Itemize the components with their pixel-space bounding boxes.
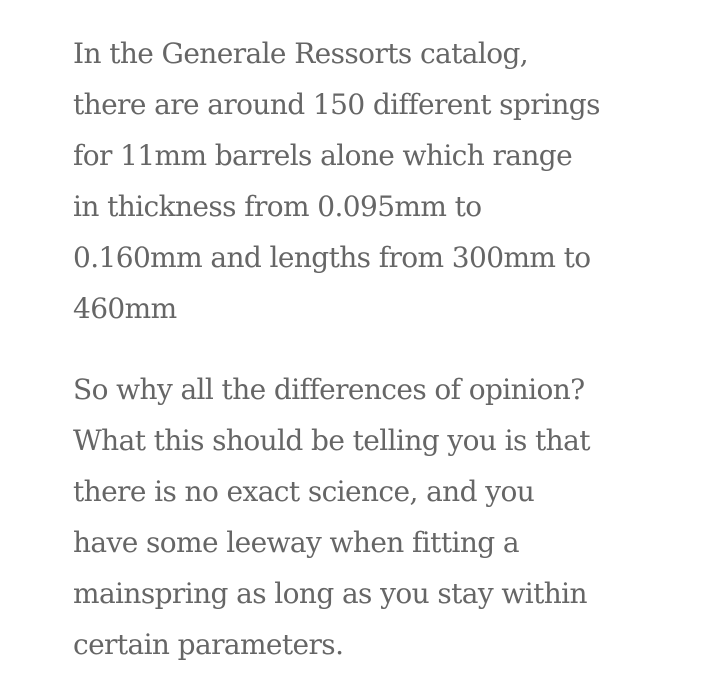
paragraph-line: there are around 150 different springs — [73, 88, 600, 121]
paragraph-line: So why all the differences of opinion? — [73, 373, 585, 406]
paragraph-line: 460mm — [73, 292, 177, 325]
paragraph-line: In the Generale Ressorts catalog, — [73, 37, 529, 70]
paragraph-line: for 11mm barrels alone which range — [73, 139, 573, 172]
paragraph-differences-of-opinion — [73, 364, 673, 670]
paragraph-line: there is no exact science, and you — [73, 475, 535, 508]
paragraph-line: have some leeway when fitting a — [73, 526, 519, 559]
paragraph-catalog-springs — [73, 28, 673, 334]
paragraph-line: in thickness from 0.095mm to — [73, 190, 482, 223]
paragraph-line: What this should be telling you is that — [73, 424, 590, 457]
paragraph-line: certain parameters. — [73, 628, 344, 661]
paragraph-line: mainspring as long as you stay within — [73, 577, 587, 610]
article-body — [73, 28, 673, 670]
paragraph-line: 0.160mm and lengths from 300mm to — [73, 241, 591, 274]
